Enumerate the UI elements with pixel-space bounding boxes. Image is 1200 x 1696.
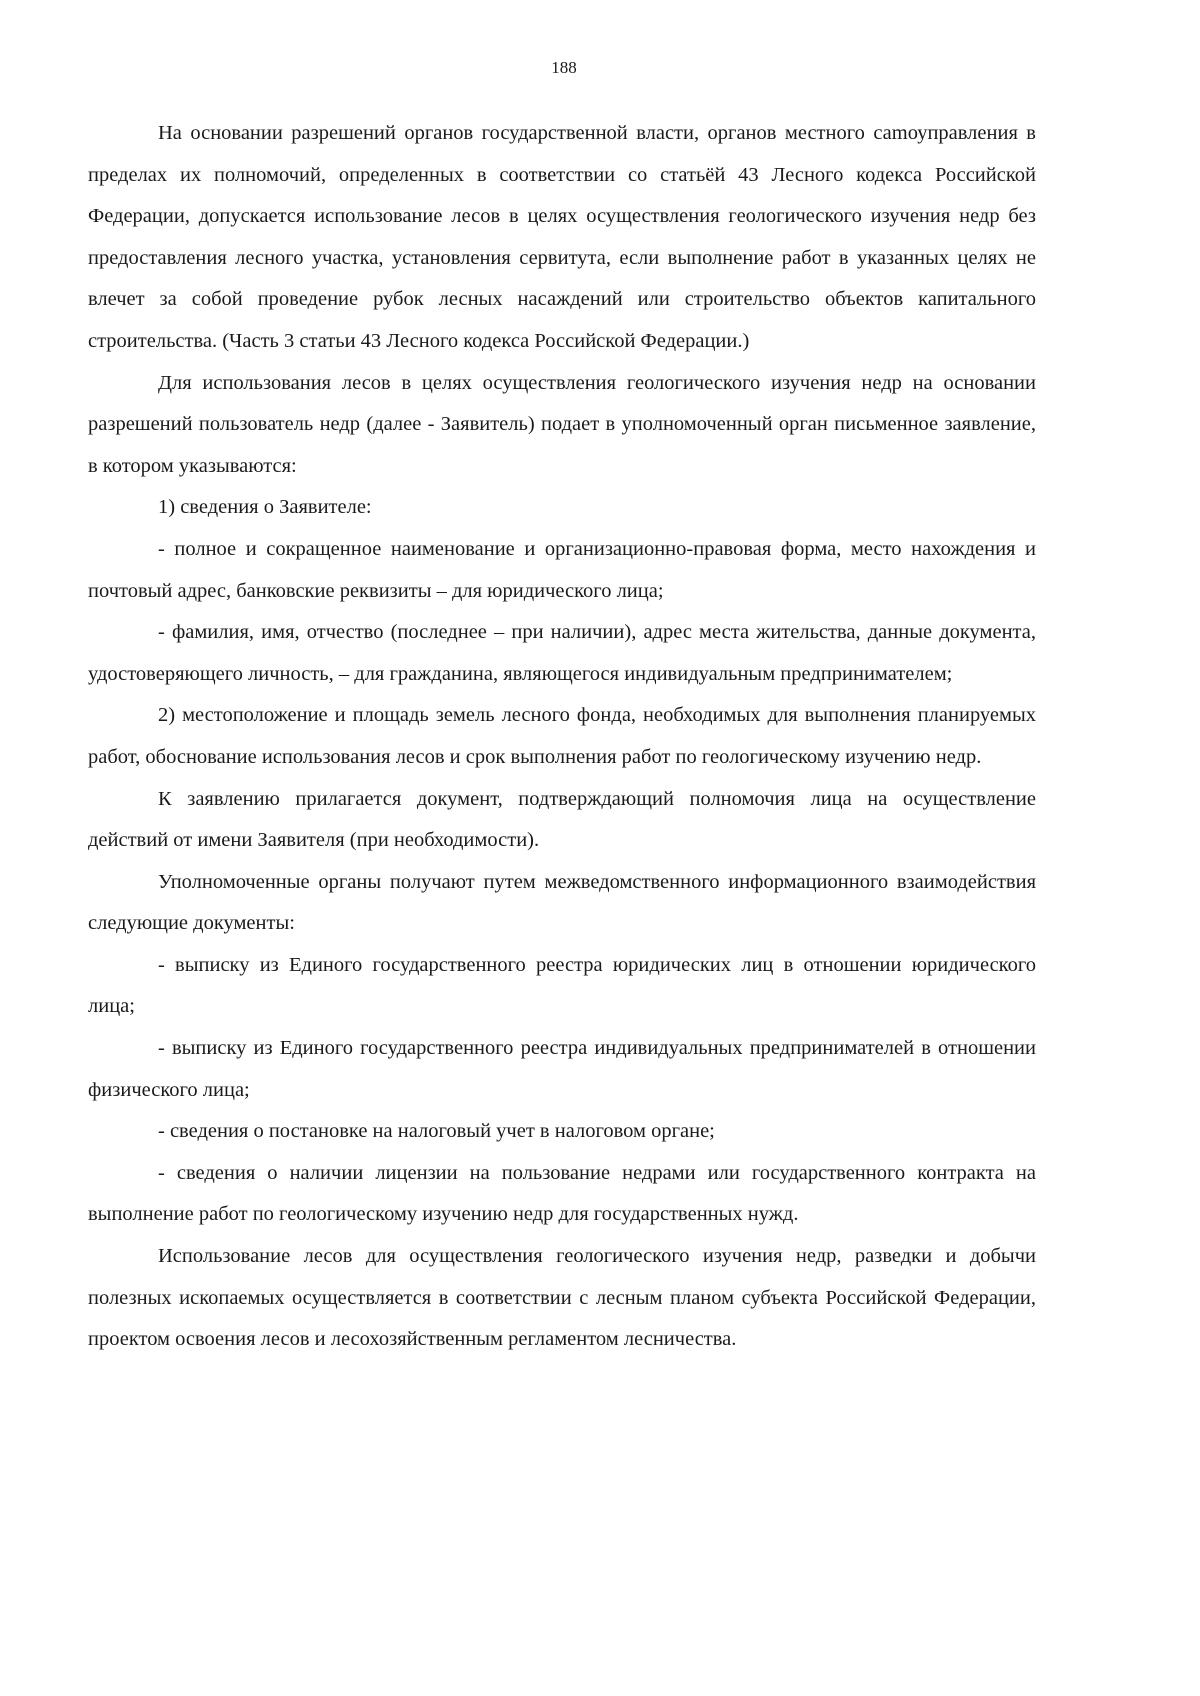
paragraph-attached-document: К заявлению прилагается документ, подтверждающий полномочия лица на осуществление действий от имени Заявителя (при необходимости). [88,787,1036,852]
paragraph-forest-use-permission: На основании разрешений органов государственной власти, органов местного саmоуправления в пределах их полномочий, определенных в соответствии со статьёй 43 Лесного кодекса Российской Федерации, допускается использование лесов в целях осуществления геологического изучения недр без предоставления лесного участка, установления сервитута, если выполнение работ в указанных целях не влечет за собой проведение рубок лесных насаждений или строительство объектов капитального строительства. (Часть 3 статьи 43 Лесного кодекса Российской Федерации.) [88,122,1036,352]
page-number: 188 [551,58,577,77]
list-item-legal-entities-register: - выписку из Единого государственного реестра юридических лиц в отношении юридического лица; [88,953,1036,1018]
list-item-applicant-info: 1) сведения о Заявителе: [158,496,372,519]
paragraph-forest-plan-compliance: Использование лесов для осуществления геологического изучения недр, разведки и добычи полезных ископаемых осуществляется в соответствии с лесным планом субъекта Российской Федерации, проектом освоения лесов и лесохозяйственным регламентом лесничества. [88,1245,1036,1351]
paragraph-interagency-documents: Уполномоченные органы получают путем межведомственного информационного взаимодействия следующие документы: [88,870,1036,935]
list-item-individual-entrepreneur: - фамилия, имя, отчество (последнее – при наличии), адрес места жительства, данные документа, удостоверяющего личность, – для гражданина, являющегося индивидуальным предпринимателем; [88,621,1036,685]
document-body [88,113,1036,1361]
paragraph-application-requirements: Для использования лесов в целях осуществления геологического изучения недр на основании разрешений пользователь недр (далее - Заявитель) подает в уполномоченный орган письменное заявление, в котором указываются: [88,371,1036,477]
list-item-license-info: - сведения о наличии лицензии на пользование недрами или государственного контракта на выполнение работ по геологическому изучению недр для государственных нужд. [88,1161,1036,1226]
list-item-entrepreneurs-register: - выписку из Единого государственного реестра индивидуальных предпринимателей в отношении физического лица; [88,1037,1036,1101]
list-item-tax-registration: - сведения о постановке на налоговый учет в налоговом органе; [158,1120,715,1143]
list-item-legal-entity: - полное и сокращенное наименование и организационно-правовая форма, место нахождения и почтовый адрес, банковские реквизиты – для юридического лица; [88,537,1036,602]
list-item-location-and-area: 2) местоположение и площадь земель лесного фонда, необходимых для выполнения планируемых работ, обоснование использования лесов и срок выполнения работ по геологическому изучению недр. [88,704,1036,768]
